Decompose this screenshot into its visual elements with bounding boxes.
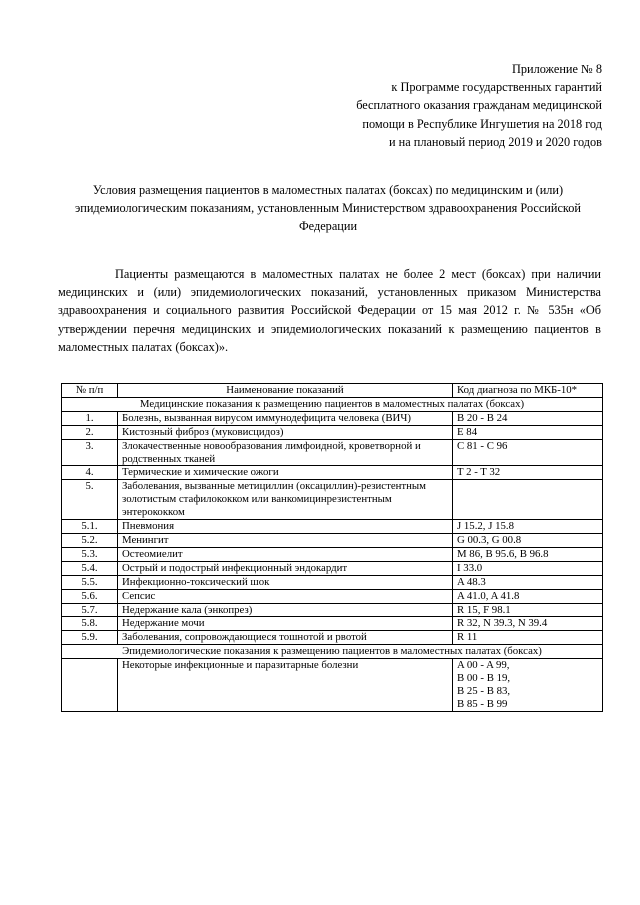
row-num: 3. (62, 439, 118, 466)
header-code: Код диагноза по МКБ-10* (453, 384, 603, 398)
code-line: B 85 - B 99 (457, 697, 508, 710)
row-name: Остеомиелит (118, 547, 453, 561)
code-line: B 25 - B 83, (457, 684, 511, 697)
row-num: 4. (62, 466, 118, 480)
row-name: Термические и химические ожоги (118, 466, 453, 480)
row-num: 5.6. (62, 589, 118, 603)
row-num: 5.5. (62, 575, 118, 589)
table-row (62, 411, 603, 425)
row-num: 2. (62, 425, 118, 439)
row-code: R 32, N 39.3, N 39.4 (453, 617, 603, 631)
row-name: Недержание кала (энкопрез) (118, 603, 453, 617)
row-num: 1. (62, 411, 118, 425)
table-row (62, 533, 603, 547)
row-num: 5. (62, 480, 118, 520)
row-num: 5.9. (62, 631, 118, 645)
row-name: Злокачественные новообразования лимфоидной, кроветворной и родственных тканей (118, 439, 453, 466)
row-code: E 84 (453, 425, 603, 439)
section-title-medical: Медицинские показания к размещению пациентов в маломестных палатах (боксах) (62, 397, 603, 411)
row-name: Заболевания, вызванные метициллин (оксациллин)-резистентным золотистым стафилококком или ванкомицинрезистентным энтерококком (118, 480, 453, 520)
row-name: Пневмония (118, 520, 453, 534)
row-num: 5.4. (62, 561, 118, 575)
row-name: Заболевания, сопровождающиеся тошнотой и рвотой (118, 631, 453, 645)
row-code: I 33.0 (453, 561, 603, 575)
row-code: J 15.2, J 15.8 (453, 520, 603, 534)
row-name: Кистозный фиброз (муковисцидоз) (118, 425, 453, 439)
row-name: Сепсис (118, 589, 453, 603)
appendix-line: бесплатного оказания гражданам медицинской (356, 98, 602, 113)
section-title-epidemiological: Эпидемиологические показания к размещению пациентов в маломестных палатах (боксах) (62, 645, 603, 659)
section-row (62, 645, 603, 659)
table-row (62, 575, 603, 589)
table-row (62, 603, 603, 617)
table-row (62, 631, 603, 645)
row-code: R 11 (453, 631, 603, 645)
row-num: 5.2. (62, 533, 118, 547)
section-row (62, 397, 603, 411)
document-title: Условия размещения пациентов в маломестных палатах (боксах) по медицинским и (или) эпидемиологическим показаниям, установленным Министерством здравоохранения Российской Федерации (74, 183, 582, 234)
appendix-line: к Программе государственных гарантий (391, 80, 602, 95)
intro-paragraph: Пациенты размещаются в маломестных палатах не более 2 мест (боксах) при наличии медицинских и (или) эпидемиологических показаний, установленных приказом Министерства здравоохранения и социального развития Российской Федерации от 15 мая 2012 г. № 535н «Об утверждении перечня медицинских и эпидемиологических показаний к размещению пациентов в маломестных палатах (боксах)». (58, 267, 601, 354)
code-line: B 00 - B 19, (457, 672, 511, 685)
row-code (453, 659, 603, 712)
appendix-line: Приложение № 8 (511, 62, 602, 76)
header-name: Наименование показаний (118, 384, 453, 398)
table-row (62, 480, 603, 520)
header-num: № п/п (62, 384, 118, 398)
row-code: T 2 - T 32 (453, 466, 603, 480)
code-line: A 00 - A 99, (457, 659, 510, 672)
row-name: Менингит (118, 533, 453, 547)
table-row (62, 617, 603, 631)
row-num: 5.8. (62, 617, 118, 631)
row-code: A 48.3 (453, 575, 603, 589)
table-row (62, 466, 603, 480)
row-code (453, 480, 603, 520)
row-name: Недержание мочи (118, 617, 453, 631)
table-row (62, 561, 603, 575)
row-code: B 20 - B 24 (453, 411, 603, 425)
row-code: M 86, B 95.6, B 96.8 (453, 547, 603, 561)
row-name: Болезнь, вызванная вирусом иммунодефицита человека (ВИЧ) (118, 411, 453, 425)
table-row (62, 439, 603, 466)
table-row (62, 659, 603, 712)
row-code: A 41.0, A 41.8 (453, 589, 603, 603)
row-num: 5.3. (62, 547, 118, 561)
appendix-line: помощи в Республике Ингушетия на 2018 год (362, 116, 602, 131)
table-row (62, 520, 603, 534)
row-name: Некоторые инфекционные и паразитарные болезни (118, 659, 453, 712)
indications-table (61, 383, 603, 712)
row-code: G 00.3, G 00.8 (453, 533, 603, 547)
row-num: 5.7. (62, 603, 118, 617)
row-name: Острый и подострый инфекционный эндокардит (118, 561, 453, 575)
appendix-line: и на плановый период 2019 и 2020 годов (388, 134, 602, 149)
table-header-row (62, 384, 603, 398)
appendix-header (222, 60, 602, 151)
row-code: C 81 - C 96 (453, 439, 603, 466)
table-row (62, 425, 603, 439)
table-row (62, 547, 603, 561)
row-name: Инфекционно-токсический шок (118, 575, 453, 589)
row-num (62, 659, 118, 712)
row-code: R 15, F 98.1 (453, 603, 603, 617)
table-row (62, 589, 603, 603)
row-num: 5.1. (62, 520, 118, 534)
